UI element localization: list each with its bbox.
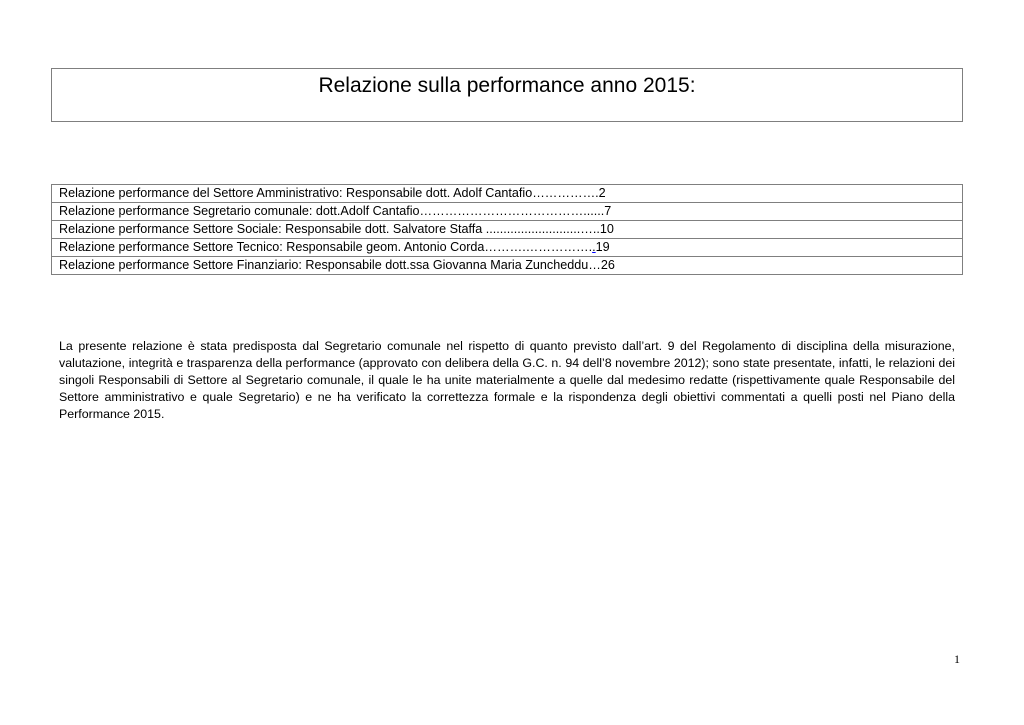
title-box	[51, 68, 963, 122]
toc-entry-finanziario[interactable]	[52, 257, 963, 275]
toc-row	[52, 239, 963, 257]
page-number: 1	[954, 652, 960, 666]
toc-entry-sociale[interactable]	[52, 221, 963, 239]
toc-row	[52, 185, 963, 203]
toc-entry-amministrativo[interactable]	[52, 185, 963, 203]
toc-row	[52, 221, 963, 239]
toc-row	[52, 203, 963, 221]
toc-entry-text: Relazione performance del Settore Amministrativo: Responsabile dott. Adolf Cantafio…………….2	[59, 186, 606, 200]
document-title: Relazione sulla performance anno 2015:	[318, 74, 696, 97]
toc-entry-tecnico[interactable]	[52, 239, 963, 257]
body-paragraph: La presente relazione è stata predisposta dal Segretario comunale nel rispetto di quanto previsto dall’art. 9 del Regolamento di disciplina della misurazione, valutazione, integrità e trasparenza della performance (approvato con delibera della G.C. n. 94 dell’8 novembre 2012); sono state presentate, infatti, le relazioni dei singoli Responsabili di Settore al Segretario comunale, il quale le ha unite materialmente a quelle dal medesimo redatte (rispettivamente quale Responsabile del Settore amministrativo e quale Segretario) e ne ha verificato la correttezza formale e la rispondenza degli obiettivi commentati a quelli posti nel Piano della Performance 2015.	[59, 339, 955, 421]
table-of-contents	[51, 184, 963, 275]
toc-entry-segretario[interactable]	[52, 203, 963, 221]
toc-row	[52, 257, 963, 275]
toc-entry-page: 19	[595, 240, 610, 254]
toc-entry-text: Relazione performance Settore Tecnico: Responsabile geom. Antonio Corda……….…………….	[59, 240, 593, 254]
toc-entry-link[interactable]: .	[592, 240, 596, 254]
toc-entry-text: Relazione performance Segretario comunale: dott.Adolf Cantafio…………………………………......7	[59, 204, 612, 218]
toc-entry-text: Relazione performance Settore Sociale: Responsabile dott. Salvatore Staffa ...........................…..10	[59, 222, 614, 236]
toc-entry-text: Relazione performance Settore Finanziario: Responsabile dott.ssa Giovanna Maria Zuncheddu…26	[59, 258, 615, 272]
